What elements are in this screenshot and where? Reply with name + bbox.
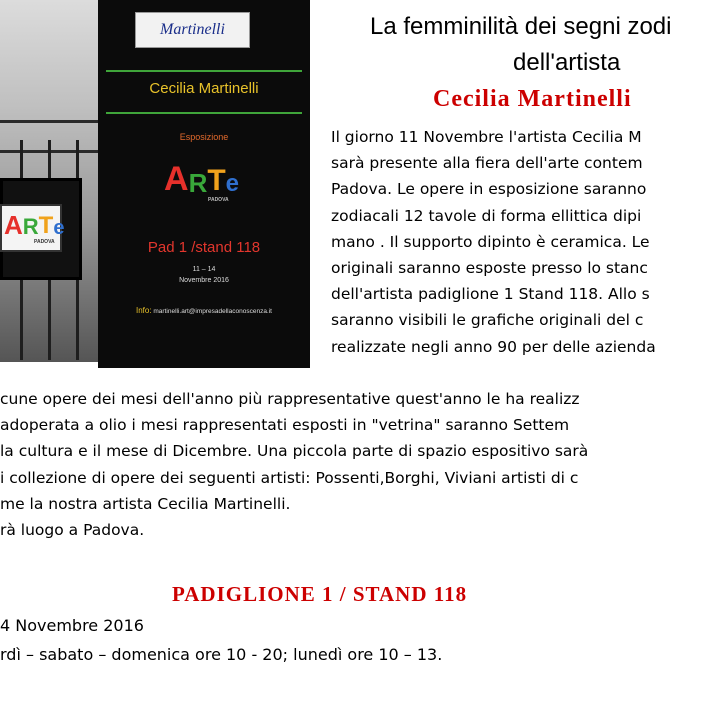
poster-dates [98, 264, 310, 286]
poster-info [98, 306, 310, 315]
poster-info-email: martinelli.art@impresadellaconoscenza.it [153, 308, 272, 315]
poster-dates-range: 11 – 14 [192, 266, 216, 273]
logo-letter: T [38, 212, 54, 239]
text-line: originali saranno esposte presso lo stanc [331, 259, 648, 278]
text-line: cune opere dei mesi dell'anno più rappresentative quest'anno le ha realizz [0, 390, 580, 408]
art-padova-logo [158, 160, 258, 210]
logo-text: Martinelli [160, 21, 225, 38]
logo-subtitle: PADOVA [208, 197, 229, 203]
page-title-line1: La femminilità dei segni zodi [370, 13, 672, 40]
stand-title: PADIGLIONE 1 / STAND 118 [172, 582, 468, 606]
event-dates: 4 Novembre 2016 [0, 616, 144, 635]
poster-info-label: Info: [136, 306, 152, 315]
photo-sign-logo [0, 204, 65, 252]
text-line: realizzate negli anno 90 per delle azienda [331, 337, 656, 356]
fence-rail [0, 120, 98, 123]
event-photo [0, 0, 98, 362]
text-line: i collezione di opere dei seguenti artisti: Possenti,Borghi, Viviani artisti di c [0, 468, 579, 487]
poster-stand: Pad 1 /stand 118 [147, 239, 261, 256]
logo-letter: T [207, 164, 226, 197]
poster-dates-month: Novembre 2016 [179, 277, 229, 284]
divider [106, 112, 302, 114]
opening-hours: rdì – sabato – domenica ore 10 - 20; lunedì ore 10 – 13. [0, 645, 443, 664]
logo-letter: A [164, 160, 189, 198]
text-line: la cultura e il mese di Dicembre. Una piccola parte di spazio espositivo sarà [0, 442, 589, 461]
logo-letter: e [53, 217, 65, 239]
logo-letter: e [225, 170, 240, 197]
text-line: adoperata a olio i mesi rappresentati esposti in "vetrina" saranno Settem [0, 416, 570, 435]
text-line: saranno visibili le grafiche originali del c [331, 311, 644, 330]
logo-letter: A [4, 210, 23, 240]
martinelli-logo [135, 12, 250, 48]
text-line: Padova. Le opere in esposizione saranno [331, 180, 647, 199]
event-poster [98, 0, 310, 368]
text-line: Il giorno 11 Novembre l'artista Cecilia M [331, 128, 642, 146]
text-line: dell'artista padiglione 1 Stand 118. Allo s [331, 285, 650, 304]
poster-artist-name: Cecilia Martinelli [149, 80, 259, 97]
logo-letter: R [22, 214, 39, 239]
divider [106, 70, 302, 72]
text-line: rà luogo a Padova. [0, 521, 145, 540]
art-padova-logo [4, 210, 65, 245]
logo-letter: R [188, 168, 208, 198]
text-line: me la nostra artista Cecilia Martinelli. [0, 494, 291, 513]
body-paragraph-right [331, 124, 720, 360]
body-paragraph-full [0, 386, 720, 543]
artist-title: Cecilia Martinelli [433, 86, 632, 112]
text-line: sarà presente alla fiera dell'arte contem [331, 154, 643, 173]
text-line: zodiacali 12 tavole di forma ellittica dipi [331, 206, 642, 225]
logo-subtitle: PADOVA [34, 239, 55, 245]
poster-exhibition-label: Esposizione [179, 132, 229, 142]
page-title-line2: dell'artista [513, 49, 621, 76]
text-line: mano . Il supporto dipinto è ceramica. Le [331, 232, 650, 251]
